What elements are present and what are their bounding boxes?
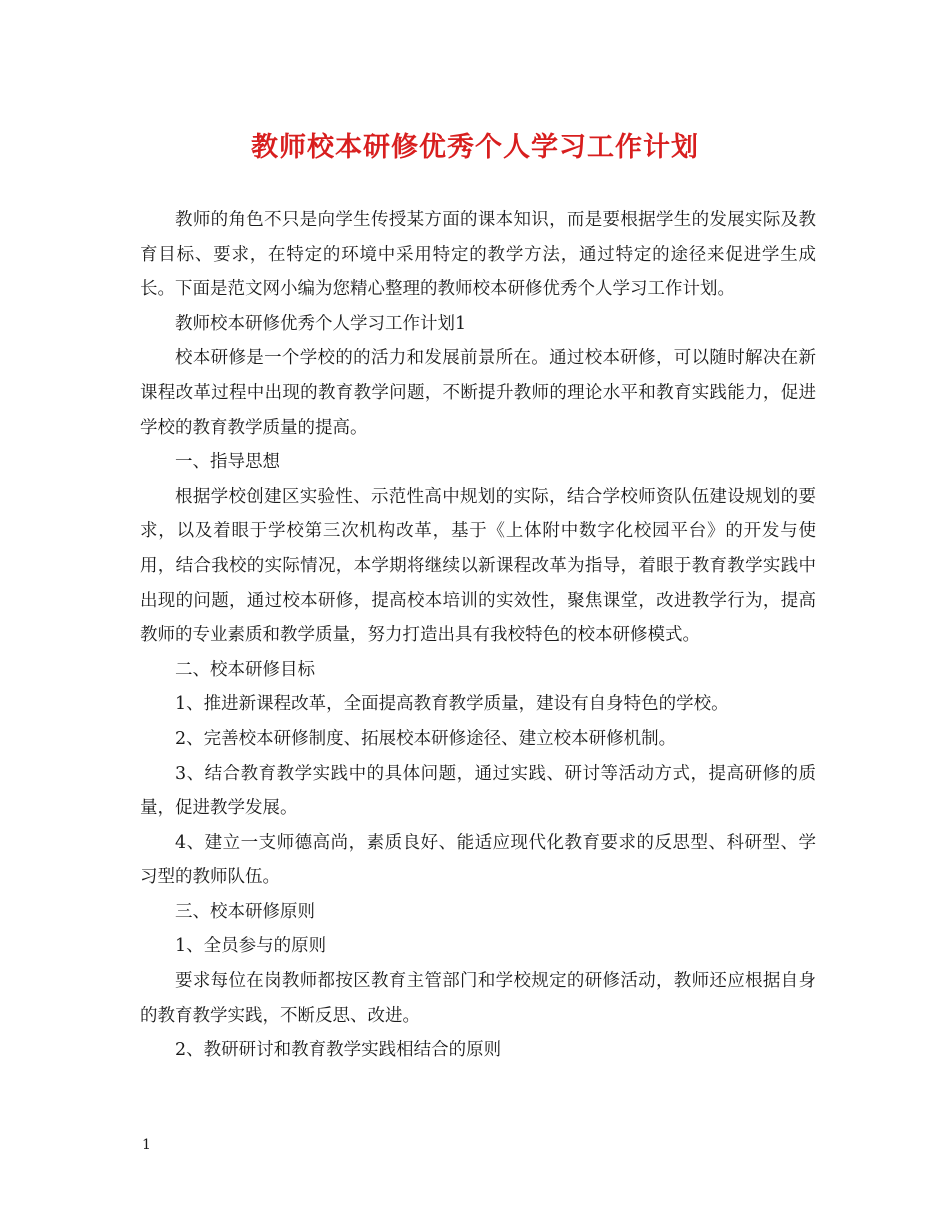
paragraph-overview: 校本研修是一个学校的的活力和发展前景所在。通过校本研修，可以随时解决在新课程改革过程中出现的教育教学问题，不断提升教师的理论水平和教育实践能力，促进学校的教育教学质量的提高。 — [140, 348, 816, 438]
page-number: 1 — [142, 1137, 151, 1153]
goal-item-1: 1、推进新课程改革，全面提高教育教学质量，建设有自身特色的学校。 — [175, 694, 729, 715]
goal-item-3: 3、结合教育教学实践中的具体问题，通过实践、研讨等活动方式，提高研修的质量，促进教学发展。 — [140, 763, 816, 819]
section-heading-principles: 三、校本研修原则 — [175, 901, 315, 922]
goal-item-4: 4、建立一支师德高尚，素质良好、能适应现代化教育要求的反思型、科研型、学习型的教师队伍。 — [140, 832, 816, 888]
section-heading-guiding-ideology: 一、指导思想 — [175, 452, 280, 473]
paragraph-intro: 教师的角色不只是向学生传授某方面的课本知识，而是要根据学生的发展实际及教育目标、要求，在特定的环境中采用特定的教学方法，通过特定的途径来促进学生成长。下面是范文网小编为您精心整理的教师校本研修优秀个人学习工作计划。 — [140, 210, 816, 300]
goal-item-2: 2、完善校本研修制度、拓展校本研修途径、建立校本研修机制。 — [175, 728, 677, 749]
document-body — [140, 203, 816, 1068]
principle-heading-1: 1、全员参与的原则 — [175, 936, 327, 957]
section-heading-goals: 二、校本研修目标 — [175, 659, 315, 680]
document-title: 教师校本研修优秀个人学习工作计划 — [251, 132, 699, 163]
paragraph-plan-heading: 教师校本研修优秀个人学习工作计划1 — [175, 313, 467, 334]
paragraph-guiding-ideology: 根据学校创建区实验性、示范性高中规划的实际，结合学校师资队伍建设规划的要求，以及着眼于学校第三次机构改革，基于《上体附中数字化校园平台》的开发与使用，结合我校的实际情况，本学期将继续以新课程改革为指导，着眼于教育教学实践中出现的问题，通过校本研修，提高校本培训的实效性，聚焦课堂，改进教学行为，提高教师的专业素质和教学质量，努力打造出具有我校特色的校本研修模式。 — [140, 486, 816, 646]
principle-heading-2: 2、教研研讨和教育教学实践相结合的原则 — [175, 1040, 502, 1061]
principle-paragraph-1: 要求每位在岗教师都按区教育主管部门和学校规定的研修活动，教师还应根据自身的教育教学实践，不断反思、改进。 — [140, 971, 816, 1026]
